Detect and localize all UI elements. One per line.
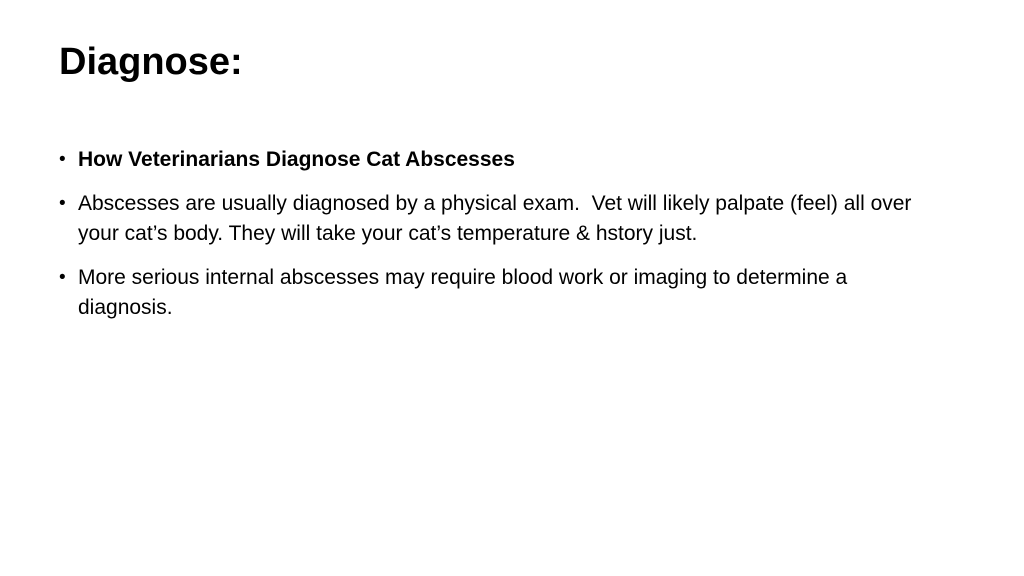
- bullet-line: More serious internal abscesses may require blood work or imaging to determine a: [78, 266, 848, 289]
- bullet-item-physical-exam: [59, 189, 947, 249]
- bullet-text: [78, 263, 947, 323]
- bullet-list: [59, 145, 947, 337]
- bullet-item-how-vets-diagnose: [59, 145, 947, 175]
- bullet-item-internal-abscesses: [59, 263, 947, 323]
- bullet-text: [78, 145, 947, 175]
- bullet-dot-icon: •: [59, 149, 66, 170]
- bullet-line: your cat’s body. They will take your cat’s temperature & hstory just.: [78, 222, 698, 245]
- bullet-line: Abscesses are usually diagnosed by a physical exam. Vet will likely palpate (feel) all over: [78, 192, 912, 215]
- bullet-dot-icon: •: [59, 267, 66, 288]
- slide-title: Diagnose:: [59, 41, 243, 83]
- bullet-line: diagnosis.: [78, 296, 173, 319]
- bullet-text: [78, 189, 947, 249]
- bullet-dot-icon: •: [59, 193, 66, 214]
- bullet-line: How Veterinarians Diagnose Cat Abscesses: [78, 148, 515, 171]
